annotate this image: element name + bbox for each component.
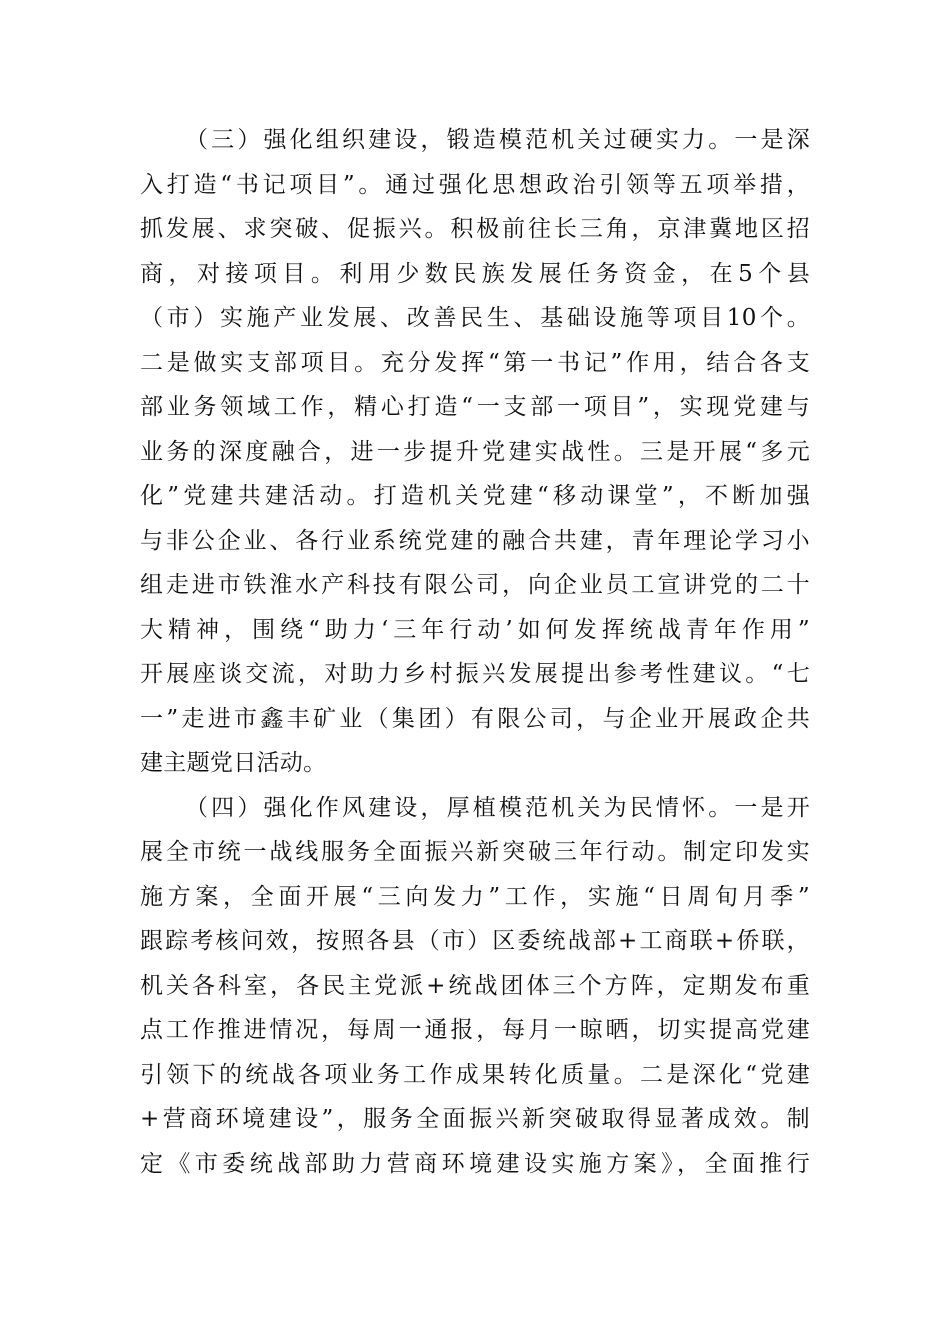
text-line: （市）实施产业发展、改善民生、基础设施等项目10个。 bbox=[140, 305, 810, 331]
text-line: 引领下的统战各项业务工作成果转化质量。二是深化“党建 bbox=[140, 1061, 810, 1088]
text-line: 点工作推进情况，每周一通报，每月一晾晒，切实提高党建 bbox=[140, 1017, 810, 1043]
text-line: 跟踪考核问效，按照各县（市）区委统战部+工商联+侨联， bbox=[140, 928, 810, 954]
text-line: 部业务领域工作，精心打造“一支部一项目”，实现党建与 bbox=[140, 394, 810, 420]
text-line: 抓发展、求突破、促振兴。积极前往长三角，京津冀地区招 bbox=[140, 216, 810, 242]
text-line: 组走进市铁淮水产科技有限公司，向企业员工宣讲党的二十 bbox=[140, 572, 810, 598]
paragraph-3-last-line: 建主题党日活动。 bbox=[140, 750, 327, 776]
text-line: 施方案，全面开展“三向发力”工作，实施“日周旬月季” bbox=[140, 883, 810, 910]
paragraph-4-heading-line: （四）强化作风建设，厚植模范机关为民情怀。一是开 bbox=[185, 794, 810, 821]
text-line: 业务的深度融合，进一步提升党建实战性。三是开展“多元 bbox=[140, 438, 810, 465]
text-line: 与非公企业、各行业系统党建的融合共建，青年理论学习小 bbox=[140, 527, 810, 554]
text-line: 二是做实支部项目。充分发挥“第一书记”作用，结合各支 bbox=[140, 349, 810, 376]
document-body bbox=[140, 118, 810, 1186]
text-line: 入打造“书记项目”。通过强化思想政治引领等五项举措， bbox=[140, 171, 810, 198]
text-line: 机关各科室，各民主党派+统战团体三个方阵，定期发布重 bbox=[140, 972, 810, 999]
text-line: 开展座谈交流，对助力乡村振兴发展提出参考性建议。“七 bbox=[140, 661, 810, 687]
text-line: 大精神，围绕“助力‘三年行动’如何发挥统战青年作用” bbox=[140, 616, 810, 643]
text-line: +营商环境建设”，服务全面振兴新突破取得显著成效。制 bbox=[140, 1106, 810, 1132]
text-line: 定《市委统战部助力营商环境建设实施方案》，全面推行 bbox=[140, 1150, 810, 1177]
text-line: 化”党建共建活动。打造机关党建“移动课堂”，不断加强 bbox=[140, 483, 810, 509]
text-line: 商，对接项目。利用少数民族发展任务资金，在5个县 bbox=[140, 260, 810, 287]
text-line: 展全市统一战线服务全面振兴新突破三年行动。制定印发实 bbox=[140, 839, 810, 865]
text-line: 一”走进市鑫丰矿业（集团）有限公司，与企业开展政企共 bbox=[140, 705, 810, 732]
paragraph-3-heading-line: （三）强化组织建设，锻造模范机关过硬实力。一是深 bbox=[185, 127, 810, 153]
